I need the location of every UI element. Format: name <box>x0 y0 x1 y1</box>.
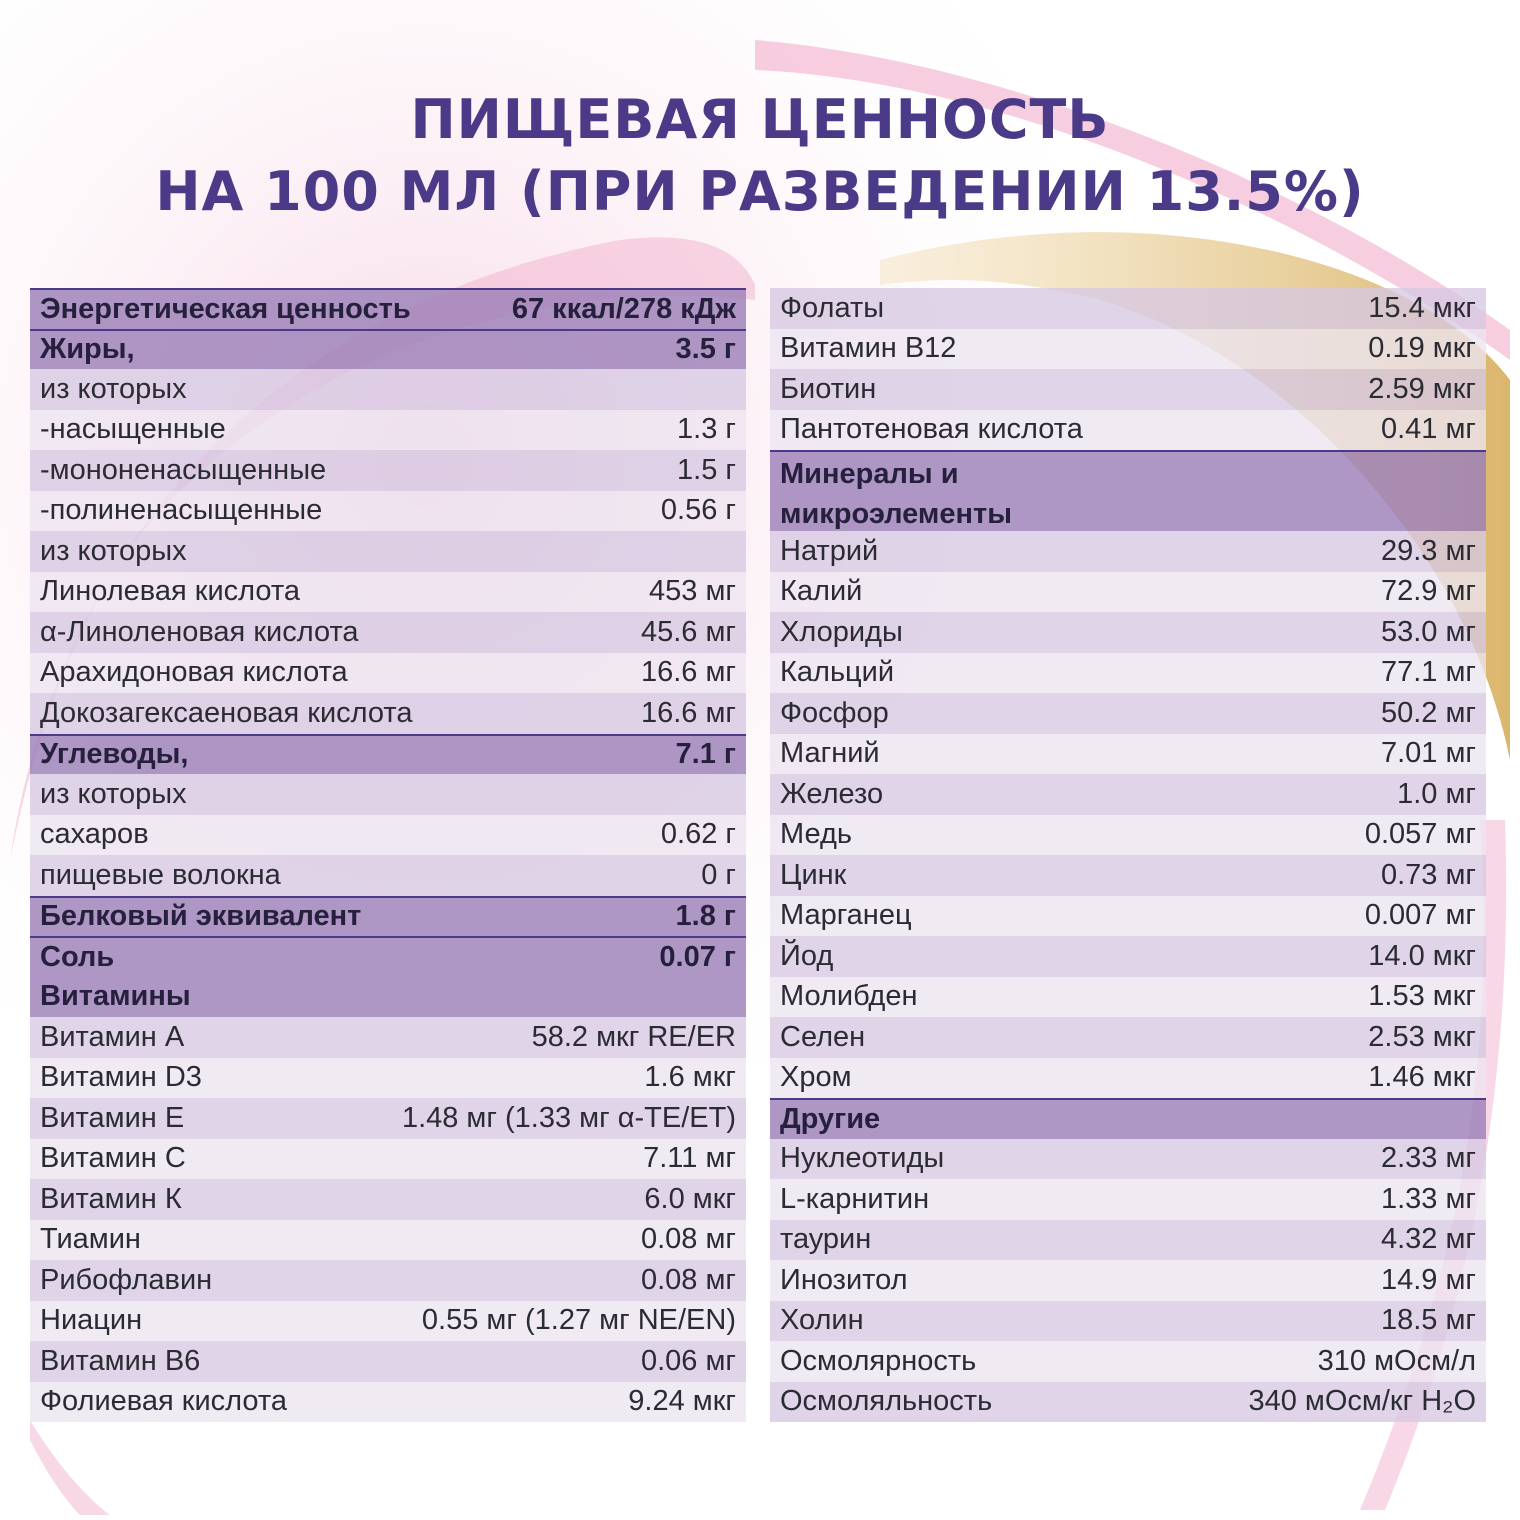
row-value: 7.01 мг <box>1380 737 1476 770</box>
row-label: Кальций <box>780 656 895 689</box>
table-row <box>30 531 746 572</box>
table-row <box>770 734 1486 775</box>
row-label: Фолаты <box>780 291 885 324</box>
row-label: Тиамин <box>40 1223 141 1256</box>
table-row <box>770 1179 1486 1220</box>
table-row <box>30 977 746 1018</box>
row-label: таурин <box>780 1223 872 1256</box>
table-row <box>770 815 1486 856</box>
table-row <box>30 572 746 613</box>
table-row <box>30 1220 746 1261</box>
row-value: 0.56 г <box>660 494 736 527</box>
page-title-line2: НА 100 МЛ (ПРИ РАЗВЕДЕНИИ 13.5%) <box>155 160 1365 223</box>
table-row <box>770 693 1486 734</box>
row-label: α-Линоленовая кислота <box>40 615 359 648</box>
row-label: Осмолярность <box>780 1344 977 1377</box>
row-label: Осмоляльность <box>780 1385 993 1418</box>
row-label: Белковый эквивалент <box>40 900 362 933</box>
row-value: 3.5 г <box>675 333 736 366</box>
table-row <box>30 774 746 815</box>
table-row <box>770 653 1486 694</box>
table-row <box>30 896 746 937</box>
table-row <box>30 1301 746 1342</box>
row-label: Арахидоновая кислота <box>40 656 348 689</box>
row-value: 340 мОсм/кг H₂O <box>1248 1385 1476 1418</box>
row-value: 0.19 мкг <box>1368 332 1476 365</box>
row-label: Линолевая кислота <box>40 575 300 608</box>
row-label: Жиры, <box>40 333 135 366</box>
row-label: Витамин А <box>40 1020 185 1053</box>
row-label: Молибден <box>780 980 918 1013</box>
table-row <box>30 1341 746 1382</box>
row-label: Другие <box>780 1102 881 1135</box>
table-row <box>30 1179 746 1220</box>
row-value: 18.5 мг <box>1380 1304 1476 1337</box>
table-row <box>770 936 1486 977</box>
row-label: Йод <box>780 939 834 972</box>
row-value: 50.2 мг <box>1380 696 1476 729</box>
row-value: 16.6 мг <box>640 696 736 729</box>
row-label: Магний <box>780 737 880 770</box>
row-value: 0 г <box>701 858 736 891</box>
nutrition-table-left <box>30 288 746 1422</box>
row-label: Хром <box>780 1061 852 1094</box>
table-row <box>30 1139 746 1180</box>
row-value: 1.48 мг (1.33 мг α-TE/ET) <box>401 1101 736 1134</box>
table-row <box>770 450 1486 531</box>
table-row <box>30 693 746 734</box>
row-value: 0.08 мг <box>640 1263 736 1296</box>
row-value: 58.2 мкг RE/ER <box>531 1020 736 1053</box>
table-row <box>30 815 746 856</box>
table-row <box>30 329 746 370</box>
table-row <box>30 410 746 451</box>
page-title-line1: ПИЩЕВАЯ ЦЕННОСТЬ <box>410 88 1110 151</box>
table-row <box>770 855 1486 896</box>
row-value: 0.55 мг (1.27 мг NE/EN) <box>421 1304 736 1337</box>
row-value: 6.0 мкг <box>644 1182 736 1215</box>
row-label: Витамины <box>40 980 191 1013</box>
table-row <box>770 572 1486 613</box>
table-row <box>30 1098 746 1139</box>
row-value: 77.1 мг <box>1380 656 1476 689</box>
row-label: Соль <box>40 940 115 973</box>
row-value: 0.007 мг <box>1364 899 1476 932</box>
table-row <box>30 855 746 896</box>
row-label: Цинк <box>780 858 847 891</box>
row-value: 7.11 мг <box>643 1142 736 1175</box>
table-row <box>770 369 1486 410</box>
table-row <box>770 774 1486 815</box>
row-value: 0.07 г <box>659 940 736 973</box>
row-label: Докозагексаеновая кислота <box>40 696 413 729</box>
row-label: Ниацин <box>40 1304 143 1337</box>
table-row <box>770 1382 1486 1423</box>
row-label: -полиненасыщенные <box>40 494 323 527</box>
row-label: Нуклеотиды <box>780 1142 945 1175</box>
row-label: Витамин К <box>40 1182 182 1215</box>
table-row <box>770 1139 1486 1180</box>
row-value: 0.08 мг <box>640 1223 736 1256</box>
table-row <box>770 410 1486 451</box>
row-label: Минералы и микроэлементы <box>780 458 1012 530</box>
row-label: Витамин С <box>40 1142 186 1175</box>
row-label: Пантотеновая кислота <box>780 413 1083 446</box>
row-value: 16.6 мг <box>640 656 736 689</box>
table-row <box>30 1058 746 1099</box>
table-row <box>770 977 1486 1018</box>
row-value: 1.46 мкг <box>1368 1061 1476 1094</box>
row-value: 1.53 мкг <box>1368 980 1476 1013</box>
table-row <box>30 369 746 410</box>
row-value: 15.4 мкг <box>1368 291 1476 324</box>
table-row <box>30 1017 746 1058</box>
row-value: 7.1 г <box>675 738 736 771</box>
row-value: 310 мОсм/л <box>1317 1344 1476 1377</box>
row-value: 1.5 г <box>677 453 736 486</box>
table-row <box>770 329 1486 370</box>
table-row <box>770 612 1486 653</box>
row-label: -насыщенные <box>40 413 226 446</box>
row-label: Фосфор <box>780 696 889 729</box>
row-label: -мононенасыщенные <box>40 453 327 486</box>
row-value: 4.32 мг <box>1380 1223 1476 1256</box>
row-label: Углеводы, <box>40 738 189 771</box>
table-row <box>30 653 746 694</box>
row-value: 14.9 мг <box>1380 1263 1476 1296</box>
row-label: пищевые волокна <box>40 858 281 891</box>
table-row <box>770 1301 1486 1342</box>
row-value: 1.3 г <box>677 413 736 446</box>
row-value: 1.6 мкг <box>644 1061 736 1094</box>
row-label: L-карнитин <box>780 1182 930 1215</box>
row-value: 1.8 г <box>675 900 736 933</box>
row-label: Натрий <box>780 534 879 567</box>
row-label: Инозитол <box>780 1263 908 1296</box>
row-label: Медь <box>780 818 853 851</box>
row-label: Витамин В6 <box>40 1344 201 1377</box>
row-value: 0.73 мг <box>1380 858 1476 891</box>
table-row <box>30 1260 746 1301</box>
row-value: 1.0 мг <box>1397 777 1476 810</box>
table-row <box>770 1058 1486 1099</box>
row-label: Селен <box>780 1020 866 1053</box>
row-value: 1.33 мг <box>1380 1182 1476 1215</box>
row-label: Хлориды <box>780 615 903 648</box>
table-row <box>30 936 746 977</box>
table-row <box>770 288 1486 329</box>
row-value: 72.9 мг <box>1380 575 1476 608</box>
table-row <box>30 612 746 653</box>
row-label: Витамин Е <box>40 1101 185 1134</box>
row-label: Рибофлавин <box>40 1263 213 1296</box>
table-row <box>770 531 1486 572</box>
table-row <box>770 896 1486 937</box>
row-label: Энергетическая ценность <box>40 292 411 325</box>
table-row <box>770 1017 1486 1058</box>
table-row <box>30 1382 746 1423</box>
row-value: 2.53 мкг <box>1368 1020 1476 1053</box>
row-value: 453 мг <box>649 575 736 608</box>
row-value: 2.59 мкг <box>1368 372 1476 405</box>
row-label: Витамин D3 <box>40 1061 202 1094</box>
row-value: 0.06 мг <box>640 1344 736 1377</box>
row-label: Калий <box>780 575 863 608</box>
row-label: Холин <box>780 1304 864 1337</box>
table-row <box>30 288 746 329</box>
row-value: 2.33 мг <box>1380 1142 1476 1175</box>
row-label: сахаров <box>40 818 149 851</box>
row-value: 0.057 мг <box>1364 818 1476 851</box>
row-label: Биотин <box>780 372 877 405</box>
row-value: 0.62 г <box>660 818 736 851</box>
row-label: Железо <box>780 777 884 810</box>
row-label: из которых <box>40 372 187 405</box>
row-value: 67 ккал/278 кДж <box>511 292 736 325</box>
row-value: 29.3 мг <box>1380 534 1476 567</box>
table-row <box>30 734 746 775</box>
row-label: Фолиевая кислота <box>40 1385 287 1418</box>
row-value: 53.0 мг <box>1380 615 1476 648</box>
table-row <box>30 491 746 532</box>
table-row <box>770 1260 1486 1301</box>
row-value: 14.0 мкг <box>1368 939 1476 972</box>
row-label: из которых <box>40 777 187 810</box>
table-row <box>770 1098 1486 1139</box>
nutrition-table-right <box>770 288 1486 1422</box>
row-value: 0.41 мг <box>1380 413 1476 446</box>
row-value: 9.24 мкг <box>628 1385 736 1418</box>
row-label: Витамин В12 <box>780 332 957 365</box>
table-row <box>770 1341 1486 1382</box>
row-label: из которых <box>40 534 187 567</box>
row-value: 45.6 мг <box>640 615 736 648</box>
table-row <box>30 450 746 491</box>
table-row <box>770 1220 1486 1261</box>
row-label: Марганец <box>780 899 912 932</box>
